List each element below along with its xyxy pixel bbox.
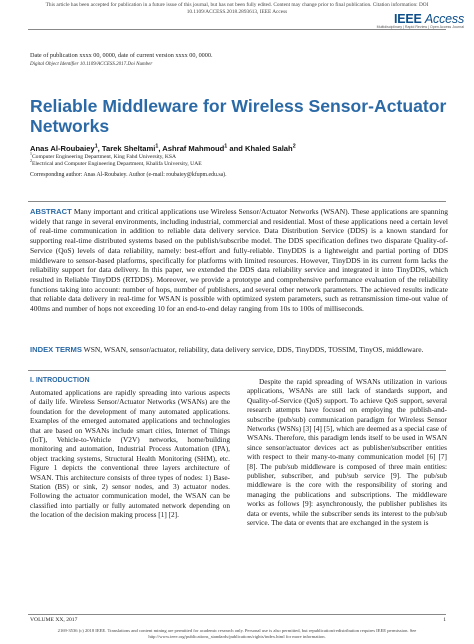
- notice-line-2: 10.1109/ACCESS.2018.2893613, IEEE Access: [186, 9, 288, 15]
- affiliation-1: [30, 154, 176, 160]
- abstract-label: ABSTRACT: [30, 207, 72, 216]
- abstract-text: Many important and critical applications use Wireless Sensor/Actuator Networks (WSAN). These applications are spanning widely that range in several environments, including industrial, commercial and residential. Most of these applications need a certain level of real-time communication in addition to reliable data delivery service. Data Distribution Service (DDS) is a known standard for supporting real-time distributed systems based on the publish/subscribe model. The DDS specification defines two disparate Quality-of-Service (QoS) levels of data reliability, namely: best-effort and fully-reliable. TinyDDS is a lightweight and partial porting of DDS middleware to sensor-based platforms, specifically for platforms with limited resources. However, TinyDDS in its current form lacks the reliability support for data delivery. In this paper, we extended the DDS data reliability service and integrated it into TinyDDS, which resulted in Reliable TinyDDS (RTDDS). Moreover, we provide a prototype and comprehensive performance evaluation of the reliability functions taking into account: number of hops, number of publishers, and several other network parameters. The achieved results indicate that reliable data delivery in real-time for WSAN is possible with optimized system parameters, such as retransmission time-out value of 400ms and number of hops not exceeding 10 for an end-to-end delay ranging from 10s to 100s of milliseconds.: [30, 207, 448, 314]
- affiliation-1-mark: 1: [30, 152, 32, 157]
- author-1-affiliation: 1: [94, 143, 98, 150]
- affiliation-2-text: Electrical and Computer Engineering Department, Khalifa University, UAE: [31, 161, 202, 167]
- ieee-access-logo: [377, 12, 464, 29]
- license-line-2: http://www.ieee.org/publications_standards/publications/rights/index.html for more information.: [148, 634, 326, 639]
- author-list: [30, 144, 296, 153]
- license-line-1: 2169-3536 (c) 2018 IEEE. Translations and content mining are permitted for academic research only. Personal use is also permitted, but republication/redistribution requires IEEE permission. See: [57, 628, 417, 633]
- logo-tagline: Multidisciplinary | Rapid Review | Open Access Journal: [376, 25, 464, 29]
- section-heading: I. INTRODUCTION: [30, 377, 90, 384]
- author-3: , Ashraf Mahmoud: [158, 144, 225, 153]
- doi-line: Digital Object Identifier 10.1109/ACCESS.2017.Doi Number: [30, 62, 153, 67]
- index-terms: [30, 345, 448, 355]
- affiliation-1-text: Computer Engineering Department, King Fahd University, KSA: [31, 154, 177, 160]
- logo-wordmark: [377, 12, 464, 26]
- notice-line-1: This article has been accepted for publication in a future issue of this journal, but has not been fully edited. Content may change prior to final publication. Citation information: DOI: [45, 2, 429, 8]
- publication-date: Date of publication xxxx 00, 0000, date of current version xxxx 00, 0000.: [30, 52, 213, 59]
- intro-left-column: Automated applications are rapidly spreading into various aspects of daily life. Wireless Sensor/Actuator Networks (WSANs) are the foundation for the development of many automated applications. Examples of the emerged automated applications and technologies that are based on WSANs include smart cities, Internet of Things (IoT), Vehicle-to-Vehicle (V2V) networks, home/building monitoring and automation, Industrial Process Automation (IPA), object tracking systems, Structural Health Monitoring (SHM), etc. Figure 1 depicts the conventional three layers architecture of WSAN. This architecture consists of three types of nodes: 1) Base-Station (BS) or sink, 2) sensor nodes, and 3) actuator nodes. Following the actuator communication model, the WSAN can be classified into partially or fully automated network depending on the location of the decision making process [1] [2].: [30, 388, 230, 520]
- abstract: [30, 207, 448, 314]
- abstract-top-rule: [28, 201, 446, 202]
- abstract-bottom-rule: [28, 370, 446, 371]
- logo-access: Access: [424, 12, 464, 26]
- index-terms-text: WSN, WSAN, sensor/actuator, reliability, data delivery service, DDS, TinyDDS, TOSSIM, TinyOS, middleware.: [81, 345, 424, 354]
- affiliation-2-mark: 2: [30, 159, 32, 164]
- corresponding-author: Corresponding author: Anas Al-Roubaiey. Author (e-mail: roubaiey@kfupm.edu.sa).: [30, 172, 227, 178]
- author-4-affiliation: 2: [292, 143, 296, 150]
- page-number: 1: [443, 617, 446, 623]
- index-terms-label: INDEX TERMS: [30, 345, 82, 354]
- header-divider: [28, 29, 446, 30]
- intro-right-column: Despite the rapid spreading of WSANs utilization in various applications, WSANs are still lack of standards support, and Quality-of-Service (QoS) support. To achieve QoS support, several research attempts have focused on employing the publish-and-subscribe (pub/sub) communication paradigm for Wireless Sensor Networks (WSNs) [3] [4] [5], which are deemed as a special case of WSANs. Therefore, this paradigm lends itself to be used in WSAN since sensor/actuator devices act as publisher/subscriber entities with respect to their many-to-many communication model [6] [7] [8]. The pub/sub middleware is composed of three main entities: publisher, subscriber, and pub/sub service [9]. The pub/sub middleware is the core with the responsibility of storing and managing the publications and subscriptions. The middleware works as follows [9]: asynchronously, the publisher publishes its data or events, while the subscriber sends its interest to the pub/sub service. The data or events that are exchanged in the system is: [247, 377, 447, 528]
- license-notice: [0, 628, 474, 640]
- footer-divider: [28, 614, 446, 615]
- author-1: Anas Al-Roubaiey: [30, 144, 95, 153]
- author-2: , Tarek Sheltami: [97, 144, 156, 153]
- logo-ieee: IEEE: [393, 12, 422, 26]
- volume-label: VOLUME XX, 2017: [30, 617, 78, 623]
- author-3-affiliation: 1: [224, 143, 228, 150]
- author-4: and Khaled Salah: [227, 144, 293, 153]
- affiliation-2: [30, 161, 202, 167]
- paper-title: Reliable Middleware for Wireless Sensor-Actuator Networks: [30, 96, 447, 136]
- author-2-affiliation: 1: [155, 143, 159, 150]
